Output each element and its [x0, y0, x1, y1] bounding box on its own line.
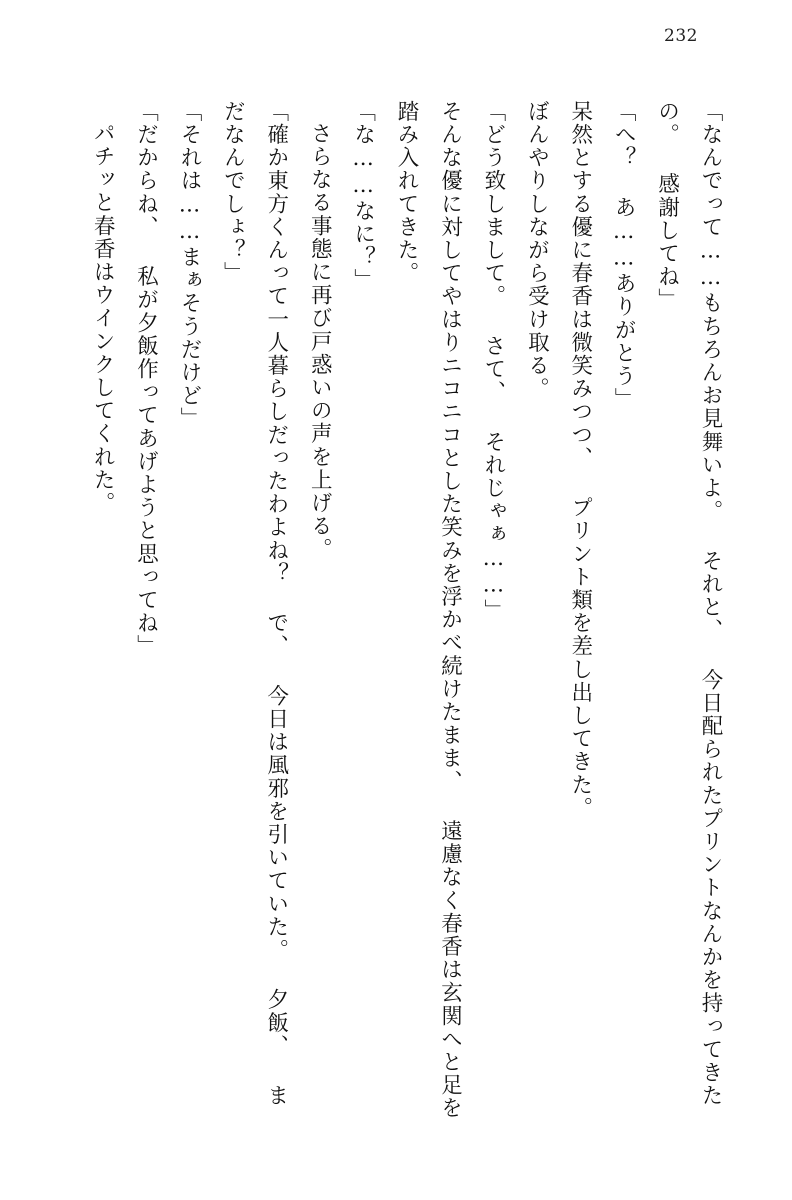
paragraph: 「だからね、 私が夕飯作ってあげようと思ってね」 [133, 100, 159, 658]
paragraph: 「へ？ あ……ありがとう」 [611, 100, 637, 411]
page-number: 232 [664, 26, 698, 46]
paragraph: ぼんやりしながら受け取る。 [524, 100, 550, 401]
paragraph: 「確か東方くんって一人暮らしだったわよね？ で、 今日は風邪を引いていた。 夕飯、 まだなんでしょ？」 [220, 100, 289, 1108]
paragraph: 「それは……まぁそうだけど」 [176, 100, 202, 431]
paragraph: パチッと春香はウインクしてくれた。 [90, 121, 116, 515]
paragraph: 「どう致しまして。 さて、 それじゃぁ……」 [480, 100, 506, 623]
paragraph: さらなる事態に再び戸惑いの声を上げる。 [307, 121, 333, 561]
page-text-body [90, 100, 732, 1120]
paragraph: 「なんでって……もちろんお見舞いよ。 それと、 今日配られたプリントなんかを持ってきたの。 感謝してね」 [654, 100, 723, 1108]
paragraph: 呆然とする優に春香は微笑みつつ、 プリント類を差し出してきた。 [567, 100, 593, 820]
paragraph: 「な……なに？」 [350, 100, 376, 292]
paragraph: そんな優に対してやはりニコニコとした笑みを浮かべ続けたまま、 遠慮なく春香は玄関へと足を踏み入れてきた。 [394, 100, 463, 1120]
